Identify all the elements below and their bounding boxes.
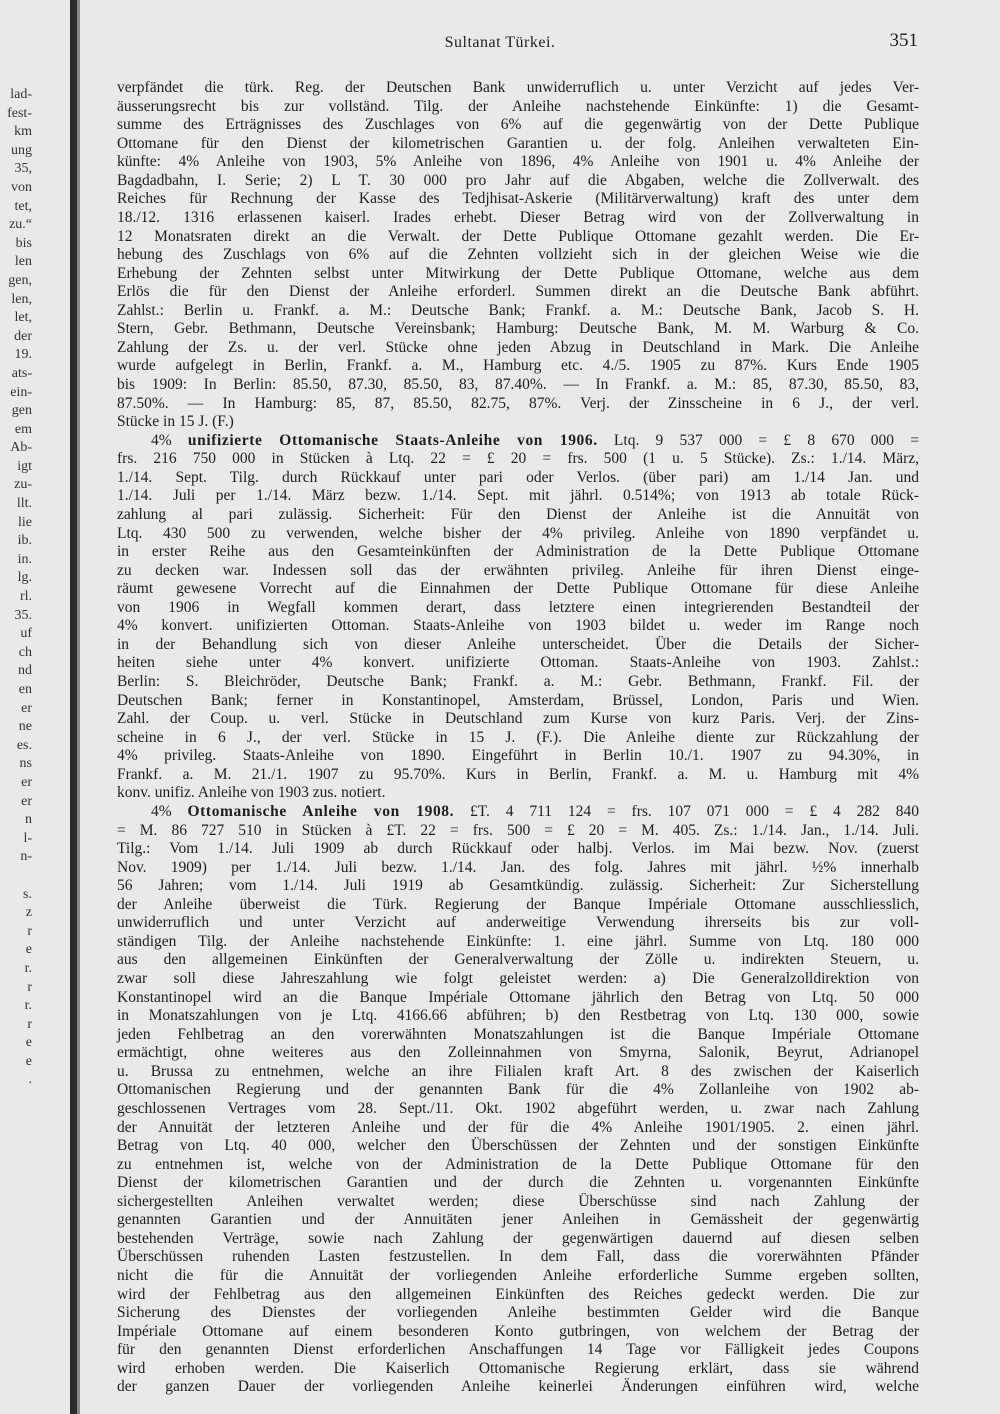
margin-fragment: e (25, 1053, 32, 1069)
text-line: Nov. 1909) per 1./14. Juli bezw. 1./14. Jan. des folg. Jahres mit jährl. ½% innerhalb (117, 858, 919, 876)
text-line: Dienst der kilometrischen Garantien und der durch die Zehnten u. vorgenannten Einkünfte (117, 1174, 919, 1192)
margin-fragment: len (14, 254, 32, 270)
margin-fragment: lg. (17, 570, 32, 586)
text-line: Betrag von Ltq. 40 000, welcher den Überschüssen der Zehnten und der sonstigen Einkünfte (117, 1137, 919, 1155)
margin-fragment: len, (11, 291, 32, 307)
margin-fragment: llt. (16, 496, 32, 512)
text-line: zu entnehmen ist, welche von der Administration de la Dette Publique Ottomane für den (117, 1155, 919, 1173)
margin-fragment: in. (17, 551, 32, 567)
text-line: scheine in 6 J., der verl. Stücke in 15 J. (F.). Die Anleihe diente zur Rückzahlung der (117, 728, 919, 746)
margin-fragment: km (14, 124, 32, 140)
margin-fragment: lie (18, 514, 32, 530)
text-line: Stern, Gebr. Bethmann, Deutsche Vereinsbank; Hamburg: Deutsche Bank, M. M. Warburg & Co. (117, 320, 919, 338)
margin-fragment: 19. (14, 347, 32, 363)
text-line: äusserungsrecht bis zur vollständ. Tilg. der Anleihe nachstehende Einkünfte: 1) die Gesamt- (117, 97, 919, 115)
margin-fragment: . (28, 1072, 32, 1088)
text-line: Ottomanischen Regierung und der genannten Bank für die 4% Zollanleihe von 1902 ab- (117, 1081, 919, 1099)
text-line: Tilg.: Vom 1./14. Juli 1909 ab durch Rückkauf oder halbj. Verlos. im Mai bezw. Nov. (zuerst (117, 840, 919, 858)
loan-title: Ottomanische Anleihe von 1908. (187, 802, 455, 820)
text-line: Zahl. der Coup. u. verl. Stücke in Deutschland zum Kurse von kurz Paris. Verj. der Zins- (117, 710, 919, 728)
margin-fragment: ein- (10, 384, 32, 400)
text-line: wird der Fehlbetrag aus den allgemeinen Einkünften des Reiches gedeckt werden. Die zur (117, 1285, 919, 1303)
text-line: jeden Fehlbetrag an den vorerwähnten Monatszahlungen ist die Banque Impériale Ottomane (117, 1025, 919, 1043)
text-line: u. Brussa zu entnehmen, welche an ihre Filialen kraft Art. 8 des zwischen der Kaiserlich (117, 1062, 919, 1080)
text-line: 12 Monatsraten direkt an die Verwalt. der Dette Publique Ottomane gezahlt werden. Die Er- (117, 227, 919, 245)
text-line: geschlossenen Vertrages vom 28. Sept./11. Okt. 1902 abgeführt werden, u. zwar nach Zahlung (117, 1099, 919, 1117)
text-line: wird erhoben werden. Die Kaiserlich Ottomanische Regierung erklärt, dass sie während (117, 1359, 919, 1377)
margin-fragment: igt (17, 458, 32, 474)
margin-fragment: r (27, 1016, 32, 1032)
heading-rate: 4% (151, 431, 188, 449)
text-line: frs. 216 750 000 in Stücken à Ltq. 22 = £ 20 = frs. 500 (1 u. 5 Stücke). Zs.: 1./14. März, (117, 450, 919, 468)
margin-fragment: n (25, 812, 32, 828)
text-line: sichergestellten Anleihen verwaltet werden; diese Überschüsse sind nach Zahlung der (117, 1192, 919, 1210)
text-line: Deutschen Bank; ferner in Konstantinopel, Amsterdam, Brüssel, London, Paris und Wien. (117, 691, 919, 709)
text-line: Konstantinopel wird an die Banque Impériale Ottomane jährlich den Betrag von Ltq. 50 000 (117, 988, 919, 1006)
page-number: 351 (889, 30, 918, 51)
text-line: bestehenden Verträge, sowie nach Zahlung der gegenwärtigen dauernd auf diesen selben (117, 1229, 919, 1247)
margin-fragment: es. (16, 737, 32, 753)
text-line: konv. unifiz. Anleihe von 1903 zus. notiert. (117, 784, 386, 802)
text-line: ständigen Tilg. der Anleihe nachstehende Einkünfte: 1. eine jährl. Summe von Ltq. 180 000 (117, 932, 919, 950)
margin-fragment: l- (23, 830, 32, 846)
margin-fragment: ats- (11, 365, 32, 381)
text-line: 87.50%. — In Hamburg: 85, 87, 85.50, 82.75, 87%. Verj. der Zinsscheine in 6 J., der verl. (117, 394, 919, 412)
text-line: 4% konvert. unifizierten Ottoman. Staats-Anleihe von 1903 bildet u. weder im Range noch (117, 617, 919, 635)
margin-fragment: nd (18, 663, 32, 679)
text-line: der Annuität der letzteren Anleihe und der für die 4% Anleihe 1901/1905. 2. einen jährl. (117, 1118, 919, 1136)
text-line: künfte: 4% Anleihe von 1903, 5% Anleihe von 1896, 4% Anleihe von 1901 u. 4% Anleihe der (117, 153, 919, 171)
margin-fragment: ne (18, 719, 32, 735)
book-spine-shadow (70, 0, 77, 1414)
text-line: = M. 86 727 510 in Stücken à £T. 22 = frs. 500 = £ 20 = M. 405. Zs.: 1./14. Jan., 1./14. Juli. (117, 821, 919, 839)
margin-fragment: em (14, 421, 32, 437)
text-line: bis 1909: In Berlin: 85.50, 87.30, 85.50, 83, 87.40%. — In Frankf. a. M.: 85, 87.30, 85.50, 83, (117, 376, 919, 393)
text-line: in erster Reihe aus den Gesamteinkünften der Administration de la Dette Publique Ottomane (117, 543, 919, 561)
text-line: Sicherung des Dienstes der vorliegenden Anleihe bestimmten Gelder wird die Banque (117, 1304, 919, 1322)
text-line: genannten Garantien und der Annuitäten jener Anleihen in Gemässheit der gegenwärtig (117, 1211, 919, 1229)
text-line: ermächtigt, ohne weiteres aus den Zolleinnahmen von Smyrna, Salonik, Beyrut, Adrianopel (117, 1044, 919, 1062)
text-line: zahlung al pari zulässig. Sicherheit: Für den Dienst der Anleihe ist die Annuität von (117, 505, 919, 523)
margin-fragment: n- (20, 849, 32, 865)
text-line: 4% privileg. Staats-Anleihe von 1890. Eingeführt in Berlin 10./1. 1907 zu 94.30%, in (117, 747, 919, 765)
margin-fragment: en (18, 682, 32, 697)
text-line: Zahlung der Zs. u. der verl. Stücke ohne jeden Abzug in Deutschland in Mark. Die Anleihe (117, 338, 919, 356)
text-line: hebung des Zuschlags von 6% auf die Zehnten vollzieht sich in der gleichen Weise wie die (117, 246, 919, 264)
margin-fragment: ns (19, 756, 32, 772)
section-heading-line (117, 803, 919, 822)
text-line: verpfändet die türk. Reg. der Deutschen Bank unwiderruflich u. unter Verzicht auf jedes Ver- (117, 79, 919, 96)
text-line: Frankf. a. M. 21./1. 1907 zu 95.70%. Kurs in Berlin, Frankf. a. M. u. Hamburg mit 4% (117, 765, 919, 783)
margin-fragment: tet, (14, 198, 32, 214)
margin-fragment: zu.“ (9, 217, 32, 233)
margin-fragment: s. (23, 886, 32, 902)
text-line: zwar soll diese Jahreszahlung wie folgt geleistet werden: a) Die Generalzolldirektion von (117, 970, 919, 987)
text-line: Ltq. 430 500 zu verwenden, welche bisher der 4% privileg. Anleihe von 1890 verpfändet u. (117, 524, 919, 542)
text-line: aus den allgemeinen Einkünften der Generalverwaltung der Zölle u. indirekten Steuern, u. (117, 951, 919, 969)
text-line: 18./12. 1316 erlassenen kaiserl. Irades erhebt. Dieser Betrag wird von der Zollverwaltung in (117, 208, 919, 226)
section-heading-line (117, 432, 919, 451)
margin-fragment: zu- (14, 477, 32, 493)
text-line: 56 Jahren; vom 1./14. Juli 1919 ab Gesamtkündig. zulässig. Sicherheit: Zur Sicherstellung (117, 877, 919, 895)
text-line: Zahlst.: Berlin u. Frankf. a. M.: Deutsche Bank; Frankf. a. M.: Deutsche Bank, Jacob S. H. (117, 301, 919, 319)
text-line: Impériale Ottomane auf einem besonderen Konto gutbringen, von welchem der Betrag der (117, 1322, 919, 1340)
margin-fragment (0, 867, 32, 886)
running-header: Sultanat Türkei. (444, 34, 556, 51)
book-spine-edge (77, 0, 80, 1414)
loan-title: unifizierte Ottomanische Staats-Anleihe von 1906. (187, 431, 598, 449)
body-text (117, 79, 919, 1397)
text-line: Erhebung der Zehnten selbst unter Mitwirkung der Dette Publique Ottomane, welche aus dem (117, 264, 919, 282)
text-line: Ottomane für den Dienst der kilometrischen Garantien u. der folg. Anleihen verwalteten Ein- (117, 134, 919, 152)
margin-fragment: ung (11, 142, 32, 158)
text-line: nicht die für die Annuität der vorliegenden Anleihe erforderliche Summe ergeben sollten, (117, 1267, 919, 1284)
margin-fragment: rl. (19, 589, 32, 605)
previous-page-margin-fragments (0, 86, 32, 1090)
margin-fragment: er (21, 793, 32, 809)
text-line: für den genannten Dienst erforderlichen Anschaffungen 14 Tage vor Fälligkeit jedes Coupons (117, 1341, 919, 1359)
margin-fragment: r. (24, 998, 32, 1014)
text-line: heiten siehe unter 4% konvert. unifizierte Ottoman. Staats-Anleihe von 1903. Zahlst.: (117, 654, 919, 672)
margin-fragment: e (25, 1035, 32, 1051)
text-line: Erlös die für den Dienst der Anleihe erforderl. Summen direkt an die Deutsche Bank abführt. (117, 283, 919, 301)
text-line: unwiderruflich und unter Verzicht auf anderweitige Verwendung ihrerseits bis zur voll- (117, 914, 919, 932)
loan-summary: Ltq. 9 537 000 = £ 8 670 000 = (597, 431, 919, 449)
margin-fragment: er (21, 774, 32, 790)
margin-fragment: fest- (7, 105, 32, 121)
loan-summary: £T. 4 711 124 = frs. 107 071 000 = £ 4 282 840 (454, 802, 919, 820)
margin-fragment: uf (20, 626, 32, 642)
margin-fragment: r (27, 979, 32, 995)
text-line: der Anleihe überweist die Türk. Regierung der Banque Impériale Ottomane ausschliesslich, (117, 895, 919, 913)
text-line: zu decken war. Indessen soll das der erwähnten privileg. Anleihe für ihren Dienst einge- (117, 561, 919, 579)
text-line: Reiches für Rechnung der Kasse des Tedjhisat-Askerie (Militärverwaltung) kraft des unter dem (117, 190, 919, 208)
text-line: in Monatszahlungen von je Ltq. 4166.66 abführen; b) den Restbetrag von Ltq. 130 000, sowie (117, 1007, 919, 1025)
text-line: 1./14. Juli per 1./14. März bezw. 1./14. Sept. mit jährl. 0.514%; von 1913 ab totale Rück- (117, 487, 919, 505)
margin-fragment: r. (24, 960, 32, 976)
text-line: Überschüssen ruhenden Lasten festzustellen. In dem Fall, dass die vorerwähnten Pfänder (117, 1248, 919, 1266)
margin-fragment: gen (11, 403, 32, 419)
margin-fragment: let, (14, 310, 32, 326)
margin-fragment: r (27, 923, 32, 939)
margin-fragment: der (14, 328, 32, 344)
margin-fragment: ib. (17, 533, 32, 549)
margin-fragment: 35. (14, 607, 32, 623)
text-line: summe des Erträgnisses des Zuschlages von 6% auf die gegenwärtig von der Dette Publique (117, 116, 919, 134)
text-line: wurde aufgelegt in Berlin, Frankf. a. M., Hamburg etc. 4./5. 1905 zu 87%. Kurs Ende 1905 (117, 357, 919, 375)
margin-fragment: lad- (10, 87, 32, 102)
text-line: der ganzen Dauer der vorliegenden Anleihe keinerlei Änderungen einführen wird, welche (117, 1378, 919, 1396)
text-line: Bagdadbahn, I. Serie; 2) L T. 30 000 pro Jahr auf die Abgaben, welche die Zollverwalt. des (117, 171, 919, 189)
heading-rate: 4% (151, 802, 188, 820)
margin-fragment: Ab- (10, 440, 32, 456)
margin-fragment: bis (15, 235, 32, 251)
text-line: 1./14. Sept. Tilg. durch Rückkauf unter pari oder Verlos. (über pari) am 1./14 Jan. und (117, 468, 919, 486)
text-line: räumt gewesene Vorrecht auf die Einnahmen der Dette Publique Ottomane für diese Anleihe (117, 580, 919, 598)
text-line: Berlin: S. Bleichröder, Deutsche Bank; Frankf. a. M.: Gebr. Bethmann, Frankf. Fil. der (117, 673, 919, 690)
text-line: von 1906 in Wegfall kommen derart, dass letztere einen integrierenden Bestandteil der (117, 598, 919, 616)
margin-fragment: ch (18, 644, 32, 660)
margin-fragment: von (11, 179, 32, 195)
margin-fragment: e (25, 942, 32, 958)
text-line: in der Behandlung sich von dieser Anleihe unterscheidet. Über die Details der Sicher- (117, 635, 919, 653)
margin-fragment: 35, (14, 161, 32, 177)
margin-fragment: gen, (8, 272, 32, 288)
margin-fragment: er (21, 700, 32, 716)
margin-fragment: z (25, 905, 32, 921)
text-line: Stücke in 15 J. (F.) (117, 413, 234, 431)
